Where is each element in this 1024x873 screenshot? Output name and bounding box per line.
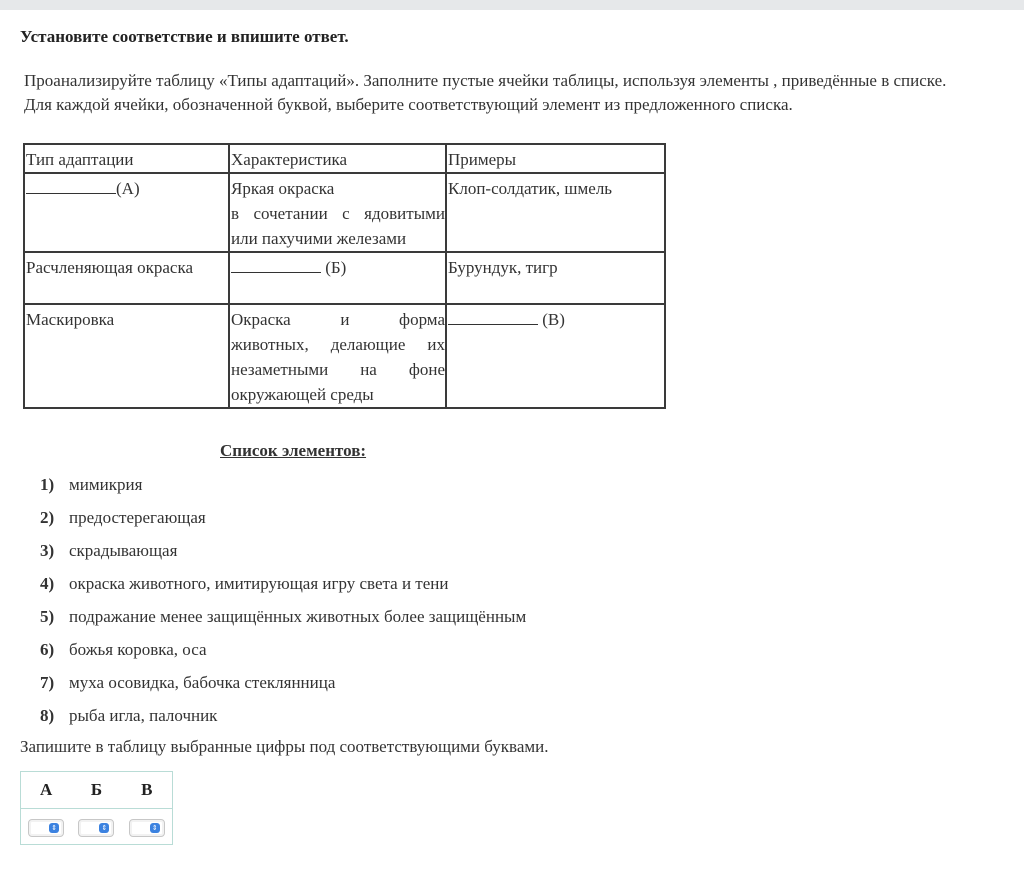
answer-select-b[interactable] <box>78 819 114 837</box>
characteristic-cell <box>229 173 446 252</box>
list-item <box>40 637 526 670</box>
item-number: 3) <box>40 541 55 560</box>
blank-line <box>26 176 116 194</box>
item-text: подражание менее защищённых животных более защищённым <box>69 607 527 626</box>
letter-b: (Б) <box>325 258 347 277</box>
blank-line <box>448 307 538 325</box>
header-cell-examples: Примеры <box>446 144 665 173</box>
item-number: 2) <box>40 508 55 527</box>
intro-line: Для каждой ячейки, обозначенной буквой, выберите соответствующий элемент из предложенного списка. <box>24 95 793 114</box>
table-header-row <box>24 144 665 173</box>
answer-instruction: Запишите в таблицу выбранные цифры под соответствующими буквами. <box>20 737 549 756</box>
type-cell: Маскировка <box>24 304 229 408</box>
answer-letter-a: А <box>40 780 53 799</box>
blank-line <box>231 255 321 273</box>
item-number: 1) <box>40 475 55 494</box>
text-line: животных, делающие их <box>231 335 445 354</box>
list-item <box>40 703 526 736</box>
select-arrows-icon: ⇕ <box>49 823 59 833</box>
examples-cell: Клоп-солдатик, шмель <box>446 173 665 252</box>
item-text: рыба игла, палочник <box>69 706 218 725</box>
letter-v: (В) <box>542 310 565 329</box>
answer-table <box>20 771 173 845</box>
table-row <box>24 173 665 252</box>
item-text: муха осовидка, бабочка стеклянница <box>69 673 336 692</box>
list-item <box>40 538 526 571</box>
table-row <box>24 252 665 304</box>
list-item <box>40 505 526 538</box>
list-title: Список элементов: <box>220 441 367 460</box>
list-item <box>40 571 526 604</box>
text-line: Окраска и форма <box>231 310 445 329</box>
answer-select-a[interactable] <box>28 819 64 837</box>
text-line: окружающей среды <box>231 385 374 404</box>
item-number: 8) <box>40 706 55 725</box>
text-line: в сочетании с ядовитыми <box>231 204 445 223</box>
text-line: незаметными на фоне <box>231 360 445 379</box>
elements-list <box>40 472 526 736</box>
item-number: 5) <box>40 607 55 626</box>
task-intro <box>24 69 1014 117</box>
text-line: Яркая окраска <box>231 179 335 198</box>
list-item <box>40 472 526 505</box>
answer-select-row <box>21 809 172 846</box>
type-cell: Расчленяющая окраска <box>24 252 229 304</box>
item-text: предостерегающая <box>69 508 206 527</box>
table-row <box>24 304 665 408</box>
top-bar <box>0 0 1024 10</box>
answer-header-row <box>21 772 172 809</box>
item-text: окраска животного, имитирующая игру света и тени <box>69 574 449 593</box>
item-number: 4) <box>40 574 55 593</box>
item-text: скрадывающая <box>69 541 178 560</box>
text-line: или пахучими железами <box>231 229 407 248</box>
header-cell-characteristic: Характеристика <box>229 144 446 173</box>
letter-a: (А) <box>116 179 140 198</box>
select-arrows-icon: ⇕ <box>99 823 109 833</box>
characteristic-cell-b <box>229 252 446 304</box>
examples-cell-v <box>446 304 665 408</box>
select-arrows-icon: ⇕ <box>150 823 160 833</box>
examples-cell: Бурундук, тигр <box>446 252 665 304</box>
item-number: 7) <box>40 673 55 692</box>
answer-letter-b: Б <box>90 780 103 799</box>
item-text: мимикрия <box>69 475 143 494</box>
answer-letter-v: В <box>141 780 153 799</box>
item-text: божья коровка, оса <box>69 640 207 659</box>
header-cell-type: Тип адаптации <box>24 144 229 173</box>
list-item <box>40 670 526 703</box>
task-heading: Установите соответствие и впишите ответ. <box>20 27 349 46</box>
adaptation-table <box>23 143 666 409</box>
type-cell-a <box>24 173 229 252</box>
item-number: 6) <box>40 640 55 659</box>
characteristic-cell <box>229 304 446 408</box>
answer-select-v[interactable] <box>129 819 165 837</box>
list-item <box>40 604 526 637</box>
intro-line: Проанализируйте таблицу «Типы адаптаций». Заполните пустые ячейки таблицы, используя элементы , приведённые в списке. <box>24 71 947 90</box>
